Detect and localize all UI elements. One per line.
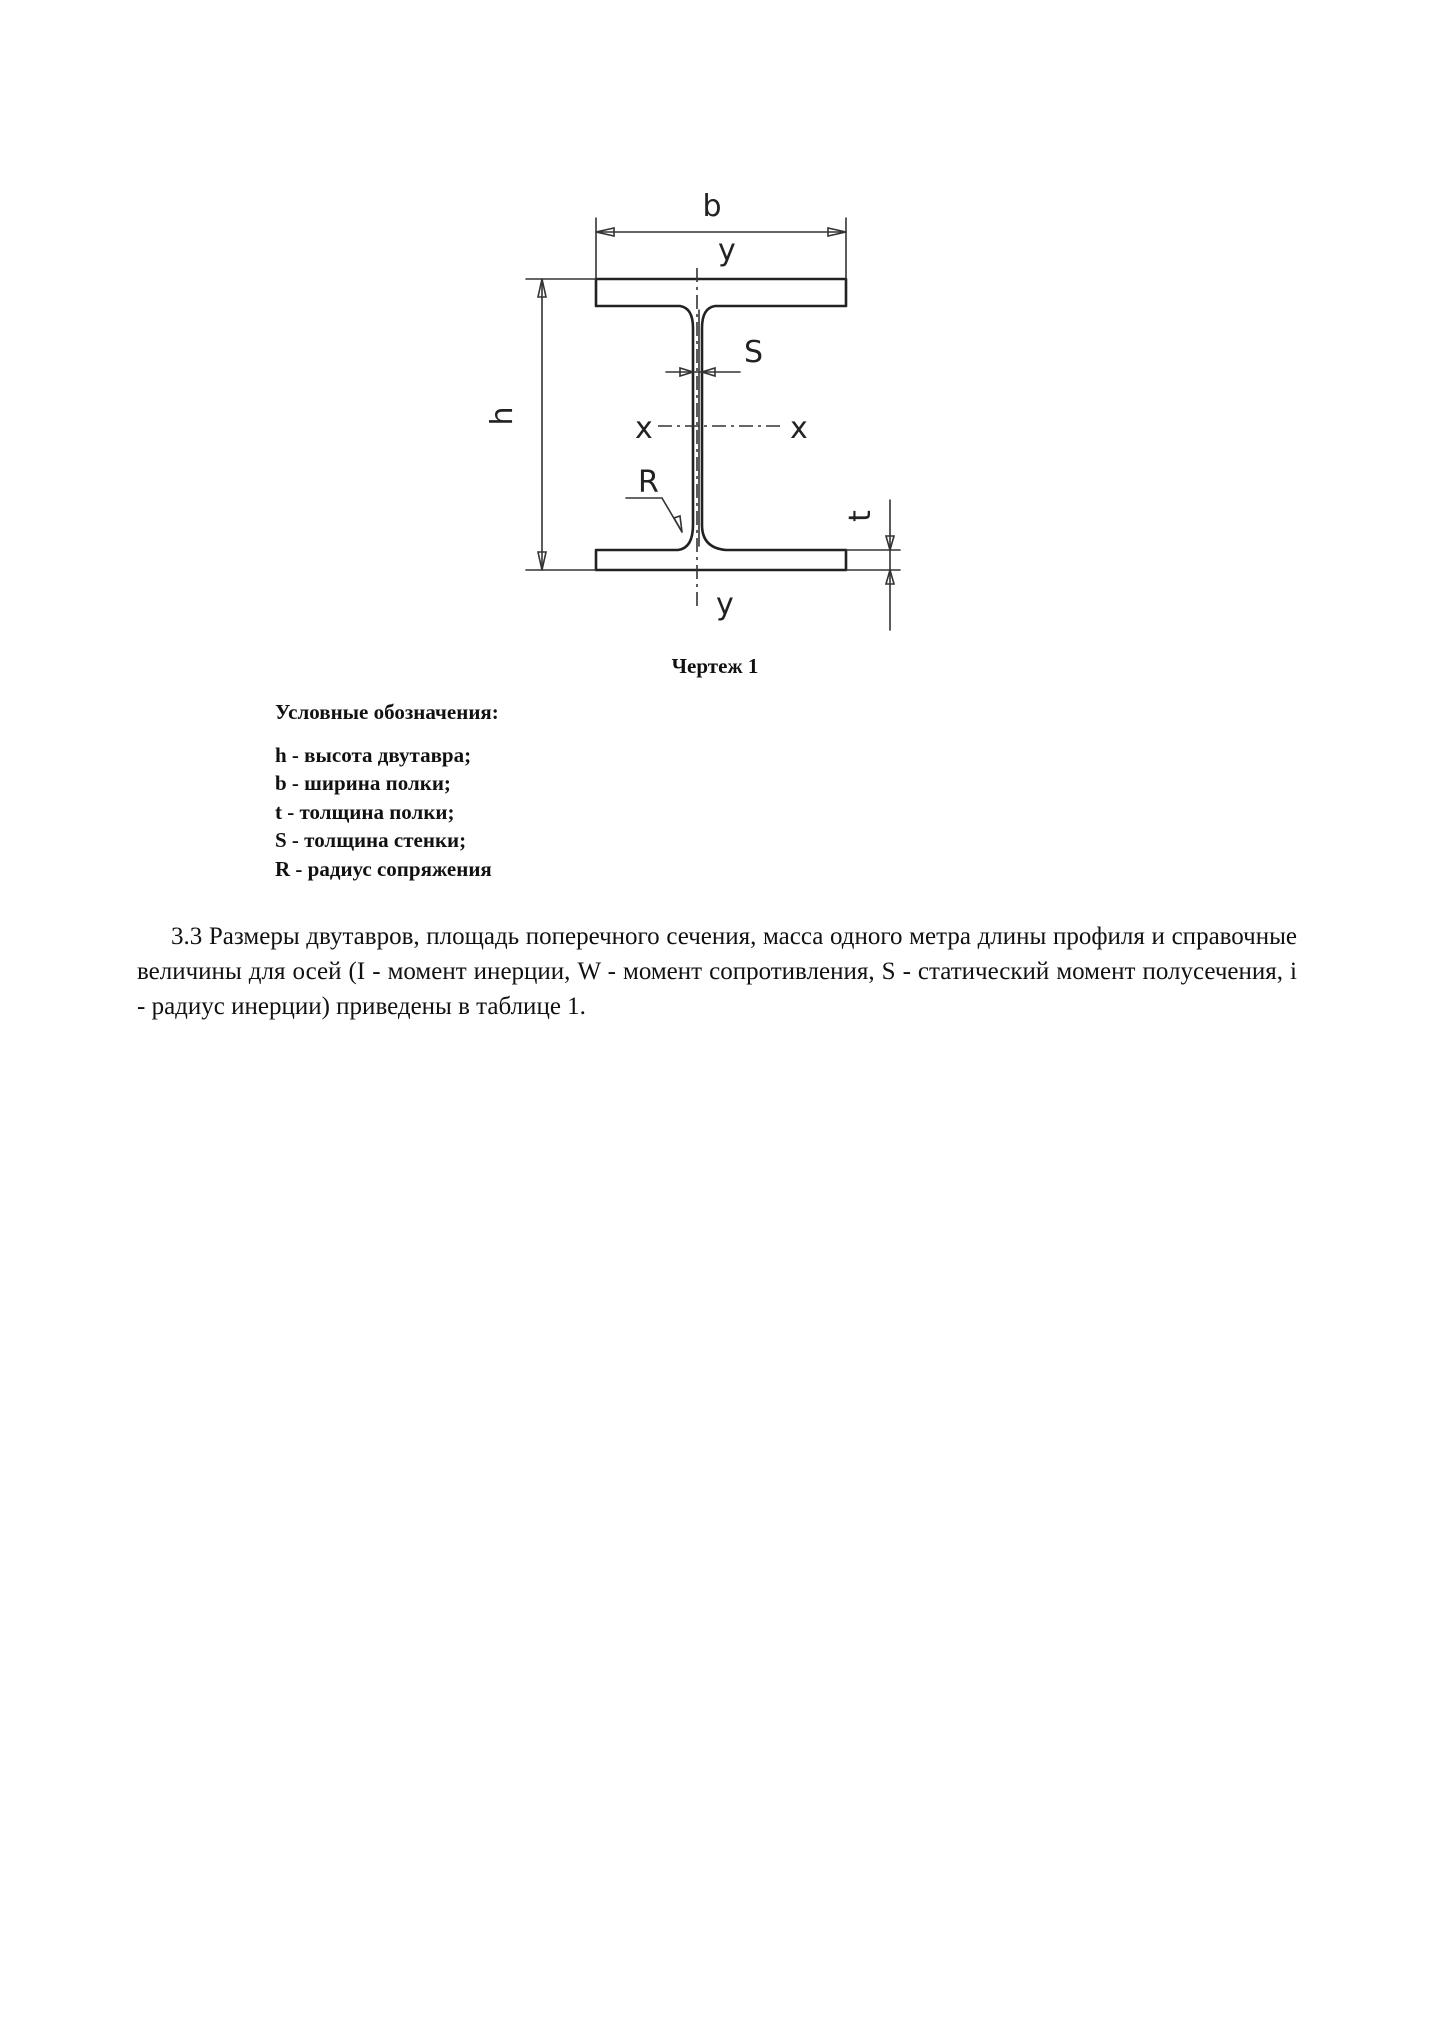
legend-title: Условные обозначения: (275, 700, 499, 724)
legend-item-h: h - высота двутавра; (275, 742, 472, 767)
legend-item-s: S - толщина стенки; (275, 828, 467, 852)
x-right-label: x (790, 411, 808, 446)
h-label: h (485, 406, 520, 426)
legend (275, 698, 499, 883)
i-beam-sketch (485, 180, 920, 650)
s-label: S (744, 335, 764, 370)
t-label: t (843, 510, 878, 522)
legend-item-r: R - радиус сопряжения (275, 856, 492, 881)
r-arrow (674, 516, 682, 532)
b-label: b (702, 189, 722, 224)
y-top-label: y (718, 233, 736, 268)
figure-caption: Чертеж 1 (671, 654, 759, 678)
i-beam-outline (596, 279, 846, 570)
r-label: R (638, 465, 659, 500)
x-left-label: x (635, 411, 653, 446)
i-beam-drawing (485, 180, 920, 650)
y-bottom-label: y (716, 587, 734, 622)
legend-item-b: b - ширина полки; (275, 771, 451, 795)
body-paragraph: 3.3 Размеры двутавров, площадь поперечного сечения, масса одного метра длины профиля и справочные величины для осей (I - момент инерции, W - момент сопротивления, S - статический момент полусечения, i - радиус инерции) приведены в таблице 1. (137, 923, 1297, 1020)
legend-item-t: t - толщина полки; (275, 799, 455, 824)
r-leader-line (626, 498, 682, 532)
